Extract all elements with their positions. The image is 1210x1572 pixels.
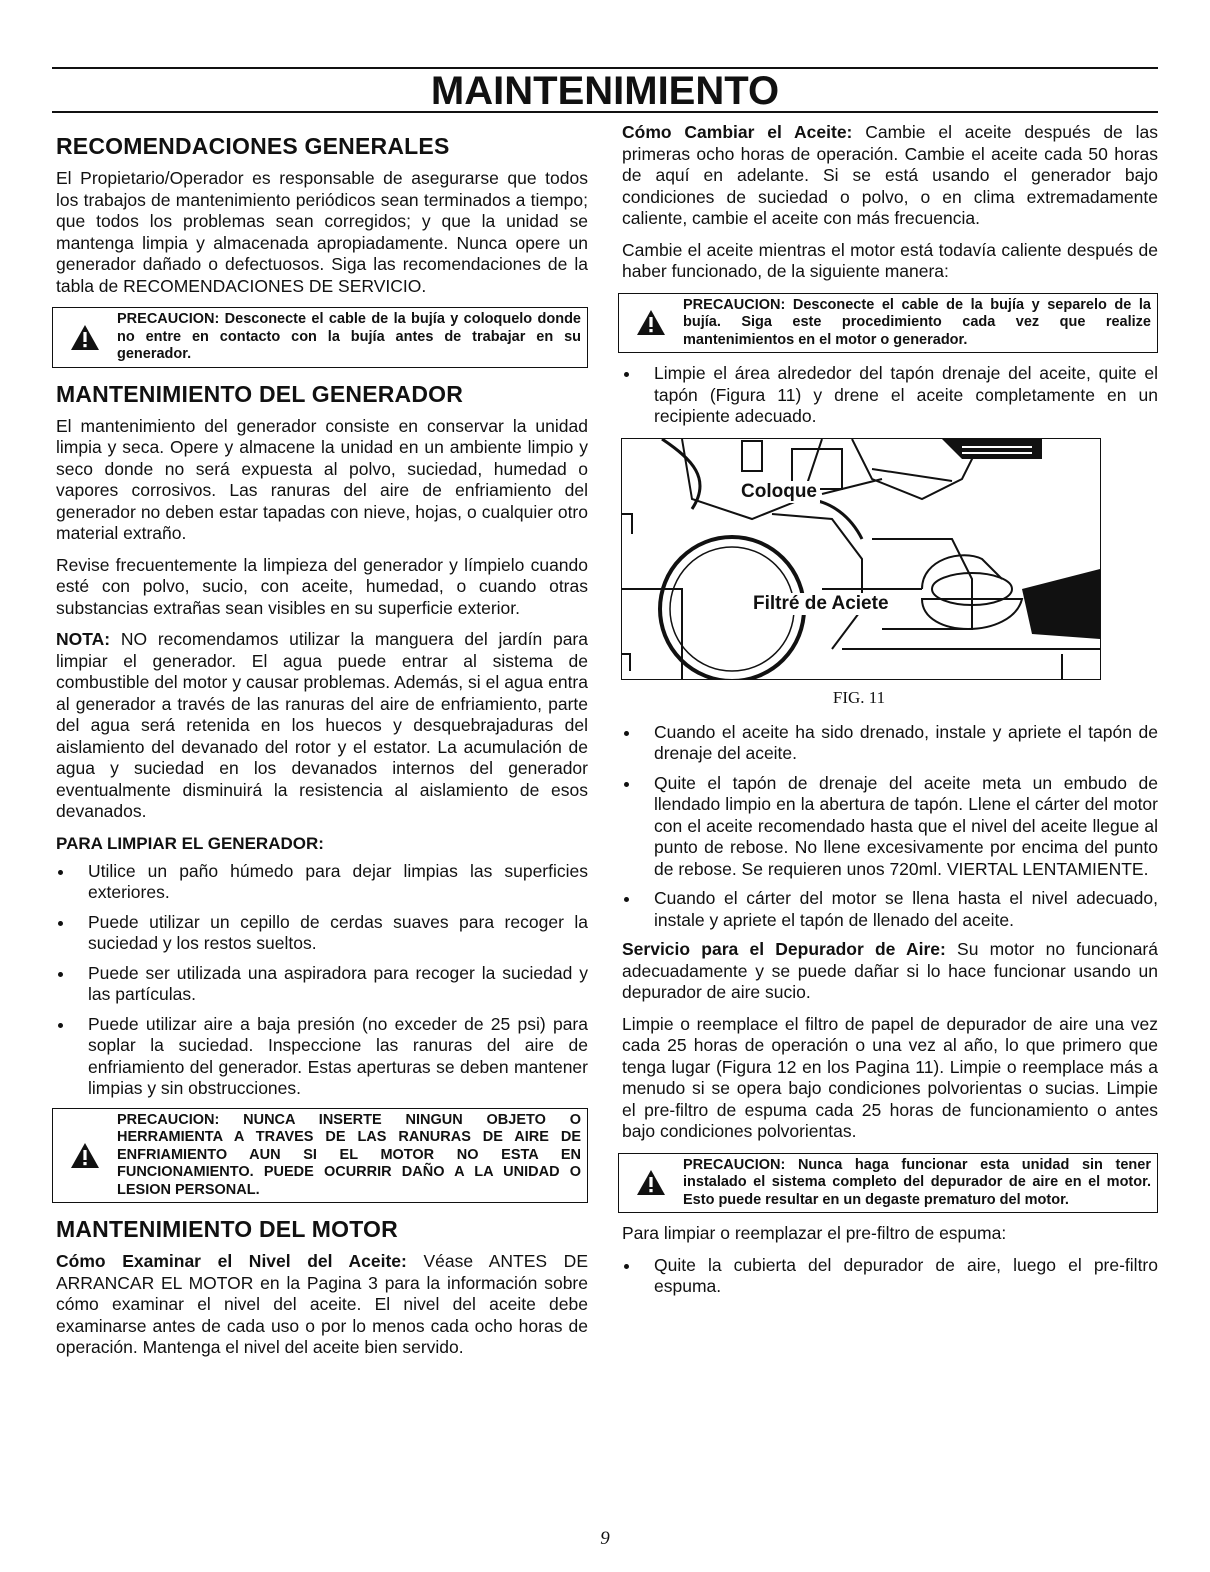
figure-caption: FIG. 11 [832,687,886,707]
bullet-icon [58,870,63,875]
note-lead: NOTA: [56,629,111,649]
heading-generator-maintenance: MANTENIMIENTO DEL GENERADOR [56,380,464,407]
prefilter-paragraph: Para limpiar o reemplazar el pre-filtro de espuma: [622,1223,1007,1243]
list-item: Puede ser utilizada una aspiradora para recoger la suciedad y las partículas. [52,963,588,1006]
generator-paragraph-1: El mantenimiento del generador consiste en conservar la unidad limpia y seca. Opere y almacene la unidad en un ambiente limpio y seco donde no será expuesta al polvo, suciedad, humedad o vapores corrosivos. Las ranuras del aire de enfriamiento del generador no deben estar tapadas con nieve, hojas, o cualquier otro material extraño. [56,415,588,543]
general-paragraph: El Propietario/Operador es responsable de asegurarse que todos los trabajos de mantenimiento periódicos sean terminados a tiempo; que todos los problemas sean corregidos; y que la unidad se mantenga limpia y almacenada apropiadamente. Nunca opere un generador dañado o defectuosos. Siga las recomendaciones de la tabla de RECOMENDACIONES DE SERVICIO. [56,168,588,296]
caution-box-cooling-slots [52,1108,588,1204]
bullet-icon [58,1023,63,1028]
refill-oil-list [618,722,1158,932]
note-text: NO recomendamos utilizar la manguera del jardín para limpiar el generador. El agua puede entrar al sistema de combustible del motor y causar problemas. Además, si el agua entra al generador a través de las ranuras del aire de enfriamiento, parte del agua será retenida en los huecos y desquebrajaduras del aislamiento del devanado del rotor y el estator. La acumulación de agua y suciedad en los devanados internos del generador eventualmente disminuirá la resistencia al aislamiento de esos devanados. [56,629,588,821]
note-paragraph [56,629,588,823]
air-cleaner-lead: Servicio para el Depurador de Aire: [622,939,946,959]
bullet-icon [58,921,63,926]
warning-triangle-icon [53,1142,117,1169]
bullet-icon [624,1264,629,1269]
air-cleaner-paragraph-2: Limpie o reemplace el filtro de papel de depurador de aire una vez cada 25 horas de operación o una vez al año, lo que primero que tenga lugar (Figura 12 en los Pagina 11). Limpie o reemplace más a menudo si se opera bajo condiciones polvorientas o sucias. Limpie el pre-filtro de espuma cada 25 horas de funcionamiento o antes bajo condiciones polvorientas. [622,1013,1158,1141]
caution-text: PRECAUCION: Nunca haga funcionar esta unidad sin tener instalado el sistema completo del depurador de aire en el motor. Esto puede resultar en un degaste prematuro del motor. [683,1156,1151,1208]
heading-clean-generator: PARA LIMPIAR EL GENERADOR: [56,833,324,853]
warning-triangle-icon [53,324,117,351]
change-oil-paragraph [622,122,1158,230]
list-item: Limpie el área alrededor del tapón drenaje del aceite, quite el tapón (Figura 11) y drene el aceite completamente en un recipiente adecuado. [618,363,1158,428]
prefilter-list [618,1255,1158,1298]
bullet-icon [624,897,629,902]
figure-11-engine-illustration [621,438,1101,680]
change-oil-paragraph-2: Cambie el aceite mientras el motor está todavía caliente después de haber funcionado, de la siguiente manera: [622,239,1158,281]
caution-box-air-cleaner [618,1153,1158,1214]
change-oil-text: Cambie el aceite después de las primeras ocho horas de operación. Cambie el aceite cada 50 horas de aquí en adelante. Si se está usando el generador bajo condiciones de suciedad o polvo, o en clima extremadamente caliente, cambie el aceite con más frecuencia. [622,122,1158,228]
caution-box-spark-plug [52,307,588,368]
clean-generator-list [52,861,588,1100]
list-item: Cuando el aceite ha sido drenado, instale y apriete el tapón de drenaje del aceite. [618,722,1158,765]
heading-motor-maintenance: MANTENIMIENTO DEL MOTOR [56,1216,398,1242]
bullet-icon [624,782,629,787]
check-oil-text: Véase ANTES DE ARRANCAR EL MOTOR en la Pagina 3 para la información sobre cómo examinar el nivel del aceite. El nivel del aceite debe examinarse antes de cada uso o por lo menos cada ocho horas de operación. Mantenga el nivel del aceite bien servido. [56,1251,588,1357]
warning-triangle-icon [619,1169,683,1196]
drain-oil-list [618,363,1158,428]
caution-text: PRECAUCION: NUNCA INSERTE NINGUN OBJETO O HERRAMIENTA A TRAVES DE LAS RANURAS DE AIRE DE ENFRIAMIENTO AUN SI EL MOTOR NO ESTA EN FUNCIONAMIENTO. PUEDE OCURRIR DAÑO A LA UNIDAD O LESION PERSONAL. [117,1111,581,1198]
left-column [52,120,588,1369]
check-oil-lead: Cómo Examinar el Nivel del Aceite: [56,1251,407,1271]
air-cleaner-paragraph [622,939,1158,1004]
page-number: 9 [600,1528,610,1549]
title-rule-bottom [52,111,1158,113]
warning-triangle-icon [619,309,683,336]
figure-label-oil-filter: Filtré de Aciete [750,593,892,615]
figure-label-fill: Coloque [738,481,820,503]
bullet-icon [624,372,629,377]
caution-text: PRECAUCION: Desconecte el cable de la bujía y coloquelo donde no entre en contacto con la bujía antes de trabajar en su generador. [117,311,581,362]
caution-text: PRECAUCION: Desconecte el cable de la bujía y separelo de la bujía. Siga este procedimiento cada vez que realize mantenimientos en el motor o generador. [683,296,1151,348]
page-title: MAINTENIMIENTO [430,69,780,113]
list-item: Puede utilizar un cepillo de cerdas suaves para recoger la suciedad y los restos sueltos. [52,912,588,955]
check-oil-paragraph [56,1251,588,1359]
list-item: Utilice un paño húmedo para dejar limpias las superficies exteriores. [52,861,588,904]
air-cleaner-text: Su motor no funcionará adecuadamente y se puede dañar si lo hace funcionar usando un depurador de aire sucio. [622,939,1158,1002]
caution-box-spark-plug-2 [618,293,1158,354]
generator-paragraph-2: Revise frecuentemente la limpieza del generador y límpielo cuando esté con polvo, sucio, con aceite, humedad, o cuando otras substancias extrañas sean visibles en su superficie exterior. [56,554,588,618]
engine-drawing [622,439,1100,679]
list-item: Quite el tapón de drenaje del aceite meta un embudo de llendado limpio en la abertura de tapón. Llene el cárter del motor con el aceite recomendado hasta que el nivel del aceite llegue al punto de rebose. No llene excesivamente por encima del punto de rebose. Se requieren unos 720ml. VIERTAL LENTAMIENTE. [618,773,1158,881]
change-oil-lead: Cómo Cambiar el Aceite: [622,122,853,142]
list-item: Quite la cubierta del depurador de aire, luego el pre-filtro espuma. [618,1255,1158,1298]
list-item: Puede utilizar aire a baja presión (no exceder de 25 psi) para soplar la suciedad. Inspeccione las ranuras del aire de enfriamiento del generador. Estas aperturas se deben mantener limpias y sin obstrucciones. [52,1014,588,1100]
bullet-icon [58,972,63,977]
bullet-icon [624,731,629,736]
heading-general-recommendations: RECOMENDACIONES GENERALES [56,133,450,159]
list-item: Cuando el cárter del motor se llena hasta el nivel adecuado, instale y apriete el tapón de llenado del aceite. [618,888,1158,931]
right-column [618,120,1158,1306]
